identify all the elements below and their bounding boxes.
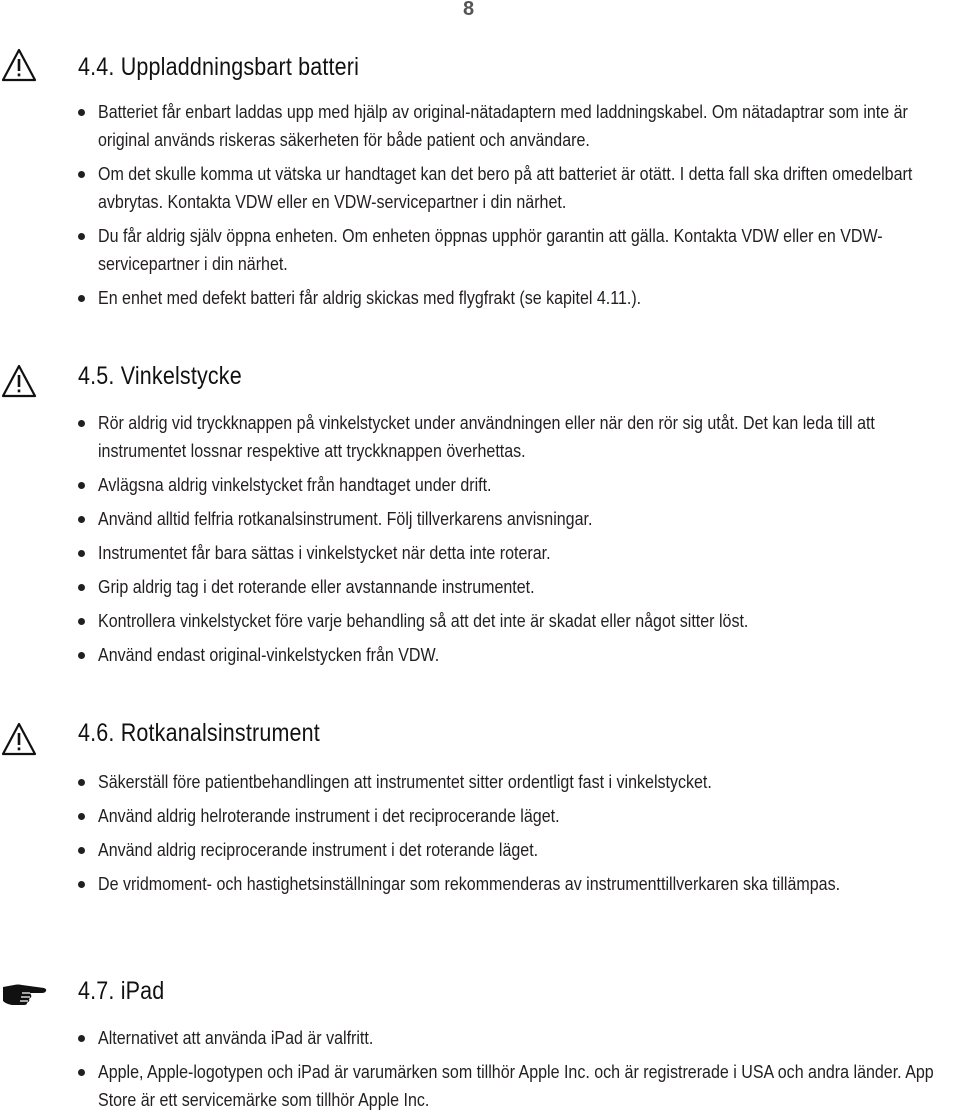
list-item: Säkerställ före patientbehandlingen att instrumentet sitter ordentligt fast i vinkelstycket. [78,768,960,796]
bullet-dot [78,233,85,240]
list-item: Använd aldrig reciprocerande instrument i det roterande läget. [78,836,960,864]
list-item: De vridmoment- och hastighetsinställningar som rekommenderas av instrumenttillverkaren ska tillämpas. [78,870,960,898]
list-item: Alternativet att använda iPad är valfritt. [78,1024,960,1052]
bullet-list [78,1024,960,1120]
bullet-dot [78,813,85,820]
list-item: Avlägsna aldrig vinkelstycket från handtaget under drift. [78,471,960,499]
list-item: Grip aldrig tag i det roterande eller avstannande instrumentet. [78,573,960,601]
list-item: Instrumentet får bara sättas i vinkelstycket när detta inte roterar. [78,539,960,567]
list-item: Om det skulle komma ut vätska ur handtaget kan det bero på att batteriet är otätt. I detta fall ska driften omedelbart avbrytas. Kontakta VDW eller en VDW-servicepartner i din närhet. [78,160,960,216]
bullet-dot [78,109,85,116]
warning-triangle-icon [1,364,37,398]
list-item: Kontrollera vinkelstycket före varje behandling så att det inte är skadat eller något sitter löst. [78,607,960,635]
warning-triangle-icon [1,48,37,82]
bullet-dot [78,550,85,557]
list-item: En enhet med defekt batteri får aldrig skickas med flygfrakt (se kapitel 4.11.). [78,284,960,312]
section-heading: 4.4. Uppladdningsbart batteri [78,53,360,81]
page-number: 8 [463,0,475,20]
section-heading: 4.7. iPad [78,977,165,1005]
bullet-dot [78,1069,85,1076]
bullet-dot [78,847,85,854]
bullet-dot [78,516,85,523]
bullet-list [78,409,960,675]
list-item: Batteriet får enbart laddas upp med hjälp av original-nätadaptern med laddningskabel. Om nätadaptrar som inte är original används riskeras säkerheten för både patient och användare. [78,98,960,154]
pointing-hand-icon [0,980,48,1006]
list-item: Använd endast original-vinkelstycken från VDW. [78,641,960,669]
section-heading: 4.6. Rotkanalsinstrument [78,719,320,747]
section-heading: 4.5. Vinkelstycke [78,362,242,390]
bullet-dot [78,295,85,302]
warning-triangle-icon [1,722,37,756]
bullet-dot [78,618,85,625]
bullet-dot [78,1035,85,1042]
bullet-dot [78,779,85,786]
bullet-dot [78,881,85,888]
bullet-dot [78,420,85,427]
list-item: Apple, Apple-logotypen och iPad är varumärken som tillhör Apple Inc. och är registrerade i USA och andra länder. App Store är ett servicemärke som tillhör Apple Inc. [78,1058,960,1114]
list-item: Rör aldrig vid tryckknappen på vinkelstycket under användningen eller när den rör sig utåt. Det kan leda till att instrumentet lossnar respektive att tryckknappen överhettas. [78,409,960,465]
list-item: Använd alltid felfria rotkanalsinstrument. Följ tillverkarens anvisningar. [78,505,960,533]
bullet-list [78,768,960,904]
bullet-dot [78,584,85,591]
bullet-dot [78,652,85,659]
list-item: Du får aldrig själv öppna enheten. Om enheten öppnas upphör garantin att gälla. Kontakta VDW eller en VDW-servicepartner i din närhet. [78,222,960,278]
bullet-dot [78,171,85,178]
bullet-list [78,98,960,318]
bullet-dot [78,482,85,489]
list-item: Använd aldrig helroterande instrument i det reciprocerande läget. [78,802,960,830]
